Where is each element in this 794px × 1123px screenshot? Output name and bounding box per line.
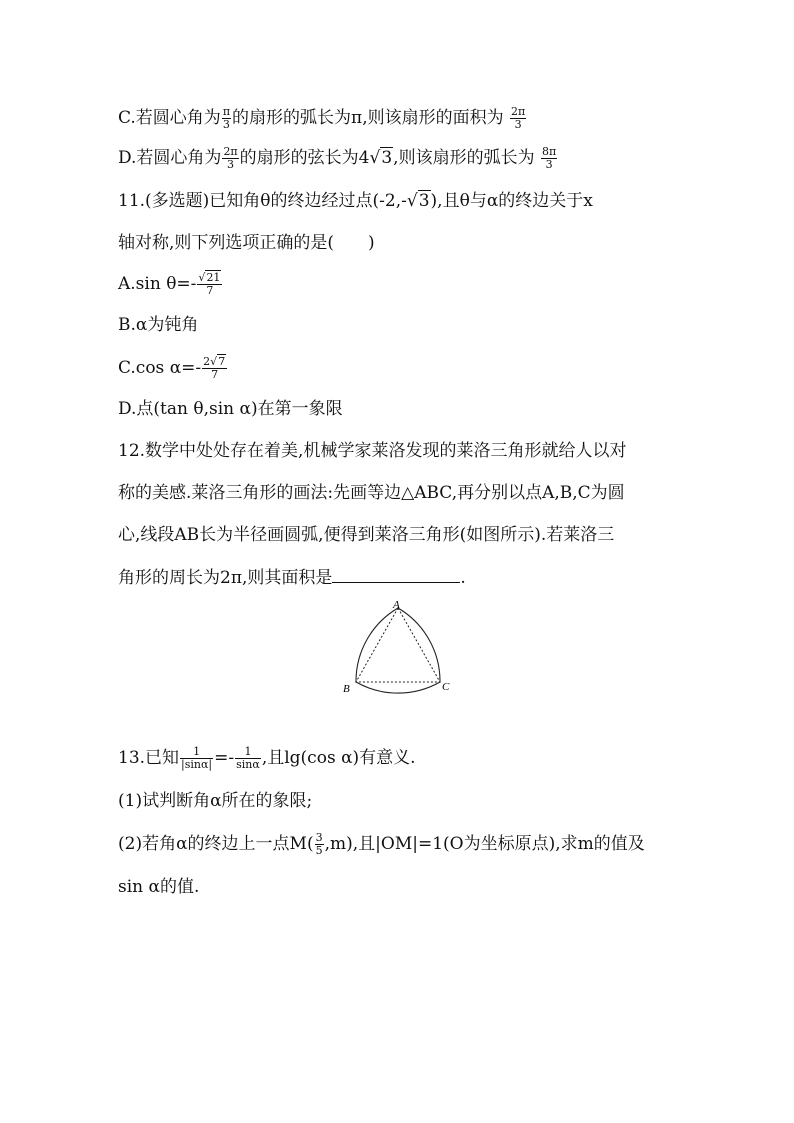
sqrt-radicand: 3 xyxy=(381,148,393,168)
fraction: $\frac{8\pi}{3}$ xyxy=(541,145,557,171)
q11-stem-line2: 轴对称,则下列选项正确的是( ) xyxy=(118,233,375,253)
label-a: A xyxy=(393,600,400,611)
q11-option-c: C.cos α=- $\frac{2√7}{7}$ xyxy=(118,355,226,381)
q13-stem: 13.已知 $\frac{1}{|\sin\alpha|}$ =- $\frac{1}{\sin\alpha}$ ,且lg(cos α)有意义. xyxy=(118,745,416,771)
q10-option-d: D.若圆心角为 $\frac{2\pi}{3}$ 的扇形的弦长为4√3,则该扇形的弧长为 $\frac{8\pi}{3}$ xyxy=(118,145,557,171)
q12-line2: 称的美感.莱洛三角形的画法:先画等边△ABC,再分别以点A,B,C为圆 xyxy=(118,483,625,503)
q13-part1: (1)试判断角α所在的象限; xyxy=(118,791,313,811)
answer-blank xyxy=(332,566,460,583)
fraction: $\frac{\pi}{3}$ xyxy=(222,105,231,131)
text: ,则该扇形的弧长为 xyxy=(393,148,535,168)
text: 的扇形的弧长为π,则该扇形的面积为 xyxy=(232,108,504,128)
fraction: $\frac{2\pi}{3}$ xyxy=(511,105,526,131)
q11-option-d: D.点(tan θ,sin α)在第一象限 xyxy=(118,399,343,419)
sqrt-radicand: 3 xyxy=(418,191,430,211)
reuleaux-triangle-figure xyxy=(338,600,458,700)
text: 的扇形的弦长为4 xyxy=(239,148,370,168)
q11-option-b: B.α为钝角 xyxy=(118,315,199,335)
q12-line1: 12.数学中处处存在着美,机械学家莱洛发现的莱洛三角形就给人以对 xyxy=(118,441,627,461)
fraction: $\frac{3}{5}$ xyxy=(315,831,323,857)
q13-part2: (2)若角α的终边上一点M( $\frac{3}{5}$ ,m),且|OM|=1(O为坐标原点),求m的值及 xyxy=(118,831,645,857)
q11-option-a: A.sin θ=- $\frac{√21}{7}$ xyxy=(118,271,221,297)
q10-option-c xyxy=(118,106,527,131)
q13-part2-cont: sin α的值. xyxy=(118,877,200,897)
label-c: C xyxy=(442,681,450,693)
fraction: $\frac{√21}{7}$ xyxy=(198,271,221,297)
equilateral-triangle-abc xyxy=(356,608,440,682)
fraction: $\frac{2\pi}{3}$ xyxy=(223,145,238,171)
q12-line3: 心,线段AB长为半径画圆弧,便得到莱洛三角形(如图所示).若莱洛三 xyxy=(118,525,615,545)
reuleaux-outline xyxy=(356,608,440,693)
q11-stem-line1: 11.(多选题)已知角θ的终边经过点(-2,-√3),且θ与α的终边关于x xyxy=(118,191,593,211)
fraction: $\frac{1}{\sin\alpha}$ xyxy=(236,745,260,771)
text: C.若圆心角为 xyxy=(118,108,221,128)
q12-line4: 角形的周长为2π,则其面积是 . xyxy=(118,568,466,588)
fraction: $\frac{1}{|\sin\alpha|}$ xyxy=(181,745,213,771)
fraction: $\frac{2√7}{7}$ xyxy=(203,355,226,381)
text: D.若圆心角为 xyxy=(118,148,222,168)
label-b: B xyxy=(343,683,350,695)
